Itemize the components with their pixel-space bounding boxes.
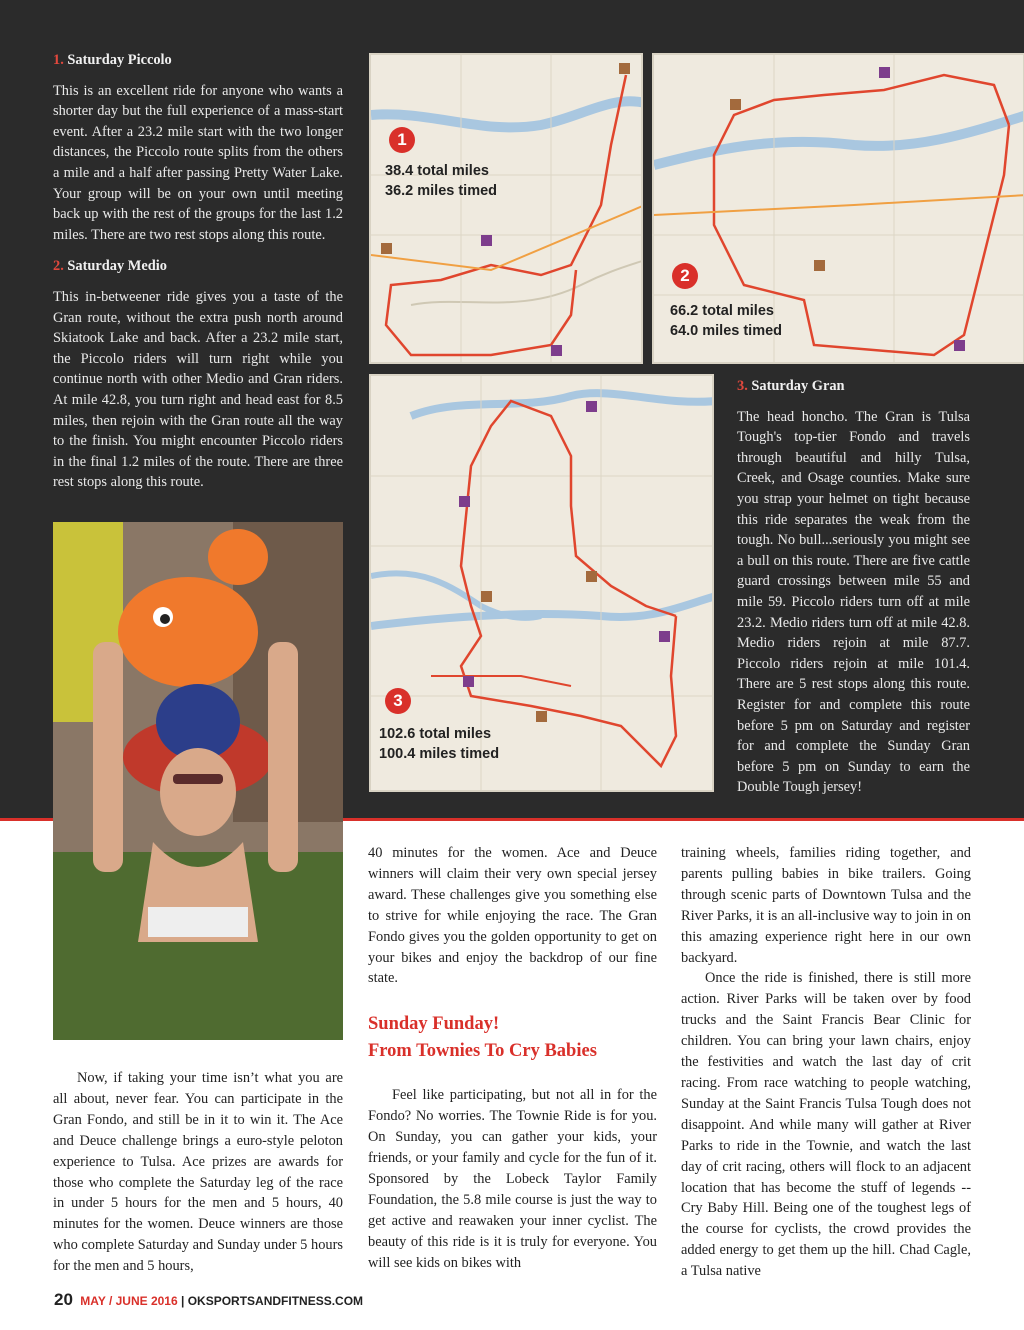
map3-timed-miles: 100.4 miles timed [379,746,500,762]
piccolo-heading [53,50,343,71]
map3-distance-label [379,724,499,764]
map1-total-miles: 38.4 total miles [385,163,489,179]
route-map-gran [369,374,714,792]
townie-paragraph: Feel like participating, but not all in for the Fondo? No worries. The Townie Ride is for you. On Sunday, you can gather your kids, your friends, or your family and cycle for the fun of it. Sponsored by the Lobeck Taylor Family Foundation, the 5.8 mile course is just the way to get active and reawaken your inner cyclist. The beauty of this ride is it is truly for everyone. You will see kids on bikes with [368,1087,657,1271]
route-map-piccolo [369,53,643,364]
route-map-medio [652,53,1024,364]
gran-title: Saturday Gran [751,378,845,394]
map2-total-miles: 66.2 total miles [670,303,774,319]
ace-deuce-paragraph: Now, if taking your time isn’t what you are all about, never fear. You can participate in the Gran Fondo, and still be in it to win it. The Ace and Deuce challenge brings a euro-style peloton experience to Tulsa. Ace prizes are awards for those who complete the Saturday leg of the race in under 5 hours for the men and 5 hours, 40 minutes for the women. Deuce winners are those who complete Saturday and Sunday under 5 hours for the men and 5 hours, [53,1070,343,1275]
subheading-line-2: From Townies To Cry Babies [368,1041,597,1062]
website-link[interactable]: OKSPORTSANDFITNESS.COM [187,1294,364,1308]
route-descriptions-left [53,50,343,504]
body-column-2 [368,843,657,1274]
townie-continued: training wheels, families riding together, and parents pulling babies in bike trailers. Going through scenic parts of Downtown Tulsa and the River Parks, it is an all-inclusive way to join in on this amazing experience right here in our own backyard. [681,845,971,966]
medio-title: Saturday Medio [67,258,167,275]
page-number: 20 [54,1290,73,1309]
piccolo-description: This is an excellent ride for anyone who wants a shorter day but the full experience of a mass-start event. After a 23.2 mile start with the two longer distances, the Piccolo route splits from the others a mile and a half after passing Pretty Water Lake. Your group will be on your own until meeting back up with the rest of the groups for the last 1.2 miles. There are two rest stops along this route. [53,82,343,243]
photo-illustration [53,522,343,1040]
piccolo-number: 1. [53,52,64,68]
route-description-gran [737,376,970,809]
gran-description: The head honcho. The Gran is Tulsa Tough's top-tier Fondo and travels through beautiful and hilly Tulsa, Creek, and Osage counties. Make sure you strap your helmet on tight because this ride separates the weak from the tough. No bull...seriously you might see a bull on this route. There are five cattle guard crossings between mile 55 and mile 59. Piccolo riders turn off at mile 23.2. Medio riders turn off at mile 42.8. Medio riders rejoin at mile 87.7. Piccolo riders rejoin at mile 101.4. There are 5 rest stops along this route. Register for and complete this route before 5 pm on Saturday and register for and complete the Sunday Gran before 5 pm on Sunday to earn the Double Tough jersey! [737,408,970,796]
medio-heading [53,256,343,277]
map-piccolo-graphic [371,55,643,364]
medio-description: This in-betweener ride gives you a taste of the Gran route, without the extra push north around Skiatook Lake and back. After a 23.2 mile start, the Piccolo riders will turn right while you continue north with other Medio and Gran riders. At mile 42.8, you turn right and head east for 8.5 miles, then rejoin with the Gran route all the way to the finish. You might encounter Piccolo riders in the final 1.2 miles of the route. There are three rest stops along this route. [53,288,343,491]
medio-number: 2. [53,258,64,275]
map1-distance-label [385,161,497,201]
map3-badge: 3 [385,688,411,714]
footer-separator: | [181,1294,185,1308]
map3-total-miles: 102.6 total miles [379,726,492,742]
map2-distance-label [670,301,782,341]
map2-badge: 2 [672,263,698,289]
map2-timed-miles: 64.0 miles timed [670,323,783,339]
piccolo-title: Saturday Piccolo [67,52,172,68]
ace-deuce-continued: 40 minutes for the women. Ace and Deuce winners will claim their very own special jersey award. These challenges give you something else to strive for while enjoying the race. The Gran Fondo gives you the golden opportunity to get on your bikes and enjoy the backdrop of our fine state. [368,845,657,987]
body-column-1 [53,1068,343,1277]
page-footer [54,1290,363,1310]
map1-timed-miles: 36.2 miles timed [385,183,498,199]
body-column-3 [681,843,971,1282]
sunday-subheading [368,1011,657,1065]
festival-photo [53,522,343,1040]
river-parks-paragraph: Once the ride is finished, there is still more action. River Parks will be taken over by food trucks and the Saint Francis Bear Clinic for children. You can bring your lawn chairs, enjoy the festivities and watch the last day of crit racing. From race watching to people watching, Sunday at the Saint Francis Tulsa Tough does not disappoint. And while many will gather at River Parks to ride in the Townie, and watch the last day of crit racing, others will flock to an adjacent location that has become the stuff of legends -- Cry Baby Hill. Being one of the toughest legs of the course for cyclists, the crowd provides the added energy to get them up the hill. Chad Cagle, a Tulsa native [681,970,971,1280]
gran-number: 3. [737,378,748,394]
subheading-line-1: Sunday Funday! [368,1014,500,1035]
issue-date: MAY / JUNE 2016 [80,1294,178,1308]
gran-heading [737,376,970,397]
map1-badge: 1 [389,127,415,153]
